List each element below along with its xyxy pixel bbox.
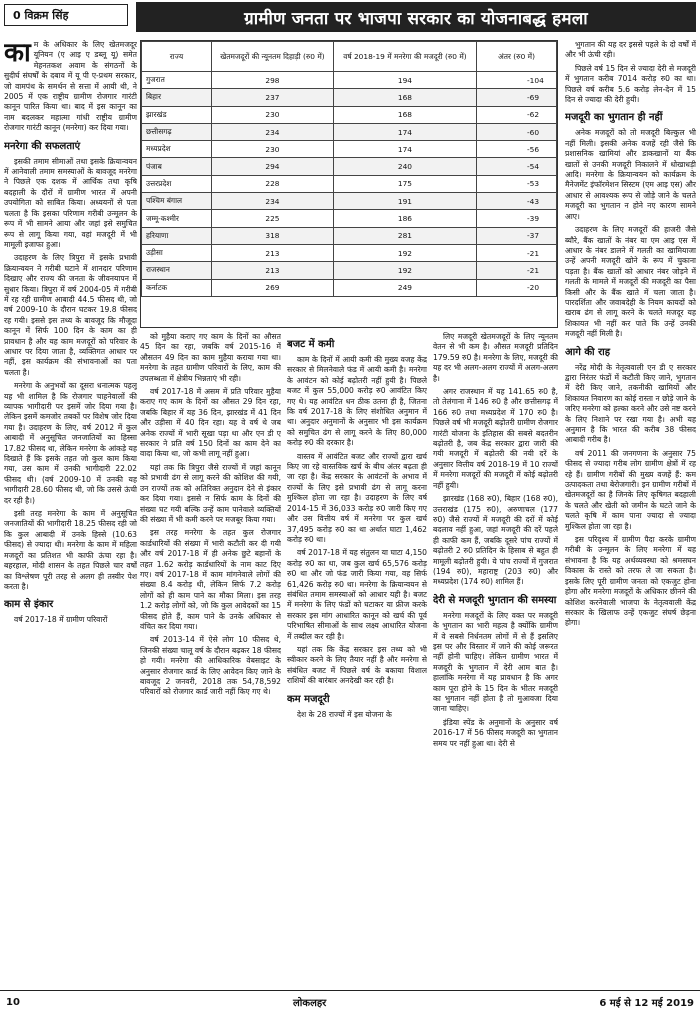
table-cell: 298: [212, 72, 334, 89]
paragraph: देश के 28 राज्यों में इस योजना के: [297, 709, 392, 719]
section-heading: काम से इंकार: [4, 599, 54, 611]
table-cell: 191: [333, 193, 476, 210]
paragraph: यहां तक कि केंद्र सरकार इस तथ्य को भी स्वीकार करने के लिए तैयार नहीं है और मनरेगा से संबंधित बजट में पिछले वर्ष के बकाया विशाल राशियों की बारंबार अनदेखी कर रही है।: [287, 644, 427, 686]
paragraph: इसकी तमाम सीमाओं तथा इसके क्रियान्वयन में आनेवाली तमाम समस्याओं के बावजूद मनरेगा ने पिछले एक दशक में आर्थिक तथा कृषि बदहाली के दौरों में ग्रामीण भारत में अपनी उपयोगिता को साबित किया। अध्ययनों से पता चलता है कि इसका परिणाम गरीबी उन्मूलन के रूप में भी सामने आया और जहां इसे समुचित रूप से लागू किया गया, वहां मजदूरी में भी मामूली इजाफा हुआ।: [4, 156, 137, 249]
table-header-cell: खेतमजदूरों की न्यूनतम दिहाड़ी (रु0 में): [212, 42, 334, 72]
paragraph: वर्ष 2017-18 में यह संतुलन या घाटा 4,150 करोड़ रु0 का था, जब कुल खर्च 65,576 करोड़ रु0 था और जो फंड जारी किया गया, वह सिर्फ 61,426 करोड़ रु0 था। मनरेगा के क्रियान्वयन से संबंधित तमाम समस्याओं को आधार यही है। बजट में मनरेगा के लिए फंडों को घटाकर या फ्रीज करके सरकार इस मांग आधारित कानून को खर्च की पूर्व परिभाषित सीमाओं के साथ लक्ष्य आधारित योजना में तब्दील कर रही है।: [287, 548, 427, 641]
table-cell: -43: [477, 193, 557, 210]
paragraph: वर्ष 2017-18 में असम में प्रति परिवार मुहैया कराए गए काम के दिनों का औसत 29 दिन रहा, जबकि बिहार में यह 36 दिन, झारखंड में 41 दिन और उड़ीसा में 40 दिन रहा। यह वे वर्ष थे जब अनेक राज्यों में भारी सूखा पड़ा था और एन डी ए सरकार ने प्रति वर्ष 150 दिनों का काम देने का वादा किया था, जो कभी लागू नहीं हुआ।: [140, 387, 281, 459]
paragraph: को मुहैया कराए गए काम के दिनों का औसत 45 दिन का रहा, जबकि वर्ष 2015-16 में औसतन 49 दिन का काम मुहैया कराया गया था। मनरेगा के तहत ग्रामीण परिवारों के लिए, काम की उपलब्धता में क्षेत्रीय भिन्नताएं भी रही।: [140, 332, 281, 383]
dropcap: का: [4, 40, 31, 68]
table-cell: झारखंड: [142, 106, 212, 123]
table-cell: -21: [477, 262, 557, 279]
table-cell: -21: [477, 244, 557, 261]
table-header-cell: वर्ष 2018-19 में मनरेगा की मजदूरी (रु0 में): [333, 42, 476, 72]
table-cell: हरियाणा: [142, 227, 212, 244]
paragraph: उदाहरण के लिए मजदूरों की हाजरी जैसे ब्यौरे, बैंक खातों के नंबर या एम आइ एस में आधार के नंबर डालने में गलती का खामियाजा उन्हें अपनी मजदूरी खोने के रूप में चुकाना पड़ता है। बैंक खातों को आधार नंबर जोड़ने में गलती के मामले में मजदूरों की मजदूरी का पैसा किसी और के बैंक खाते में चला जाता है। पारदर्शिता और जवाबदेही के नियम कायदों को खराब ढंग से लागू करने के चलते मजदूर यह शिकायत भी नहीं कर पाते कि उन्हें उनकी मजदूरी नहीं मिली है।: [565, 225, 696, 339]
paragraph: मनरेगा के अनुभवों का दूसरा धनात्मक पहलू यह भी शामिल है कि रोजगार चाहनेवालों की व्यापक भागीदारी पर इसमें जोर दिया गया है। लेकिन इसमें कमजोर तबकों पर विशेष जोर दिया गया है। उदाहरण के लिए, वर्ष 2012 में कुल आबादी में अनुसूचित जनजातियों का हिस्सा 17.82 फीसद था, लेकिन मनरेगा के आंकड़े यह दिखाते हैं कि इसके तहत जो कुल काम किया गया, उस काम में उनकी भागीदारी 22.02 फीसद थी। (वर्ष 2009-10 में उनकी यह भागीदारी 28.60 फीसद थी, जो कि उससे ऊंची दर रही है।): [4, 381, 137, 505]
paragraph: काम के दिनों में आयी कमी की मुख्य वजह केंद्र सरकार से मिलनेवाले फंड में आयी कमी है। मनरेगा के आवंटन को कोई बढ़ोतरी नहीं हुयी है। पिछले बजट में कुल 55,000 करोड़ रु0 आवंटित किए गए थे। यह आवंटित धन ठीक उतना ही है, जितना कि वर्ष 2017-18 के लिए संशोधित अनुमान में था। अनुदार अनुमानों के अनुसार भी इस कार्यक्रम को समुचित ढंग से लागू करने के लिए 80,000 करोड़ रु0 की दरकार है।: [287, 355, 427, 448]
column-a: [4, 40, 137, 985]
paragraph: इंडिया स्पेंड के अनुमानों के अनुसार वर्ष 2016-17 में 56 फीसद मजदूरी का भुगतान समय पर नहीं हुआ था। देरी से: [433, 717, 558, 748]
table-row: [142, 72, 557, 89]
publication-name: लोकलहर: [293, 998, 327, 1009]
table-cell: -39: [477, 210, 557, 227]
table-cell: कर्नाटक: [142, 279, 212, 296]
table-cell: 174: [333, 123, 476, 140]
section-heading: आगे की राह: [565, 346, 611, 358]
paragraph: अगर राजस्थान में यह 141.65 रु0 है, तो तेलंगाना में 146 रु0 है और छत्तीसगढ़ में 166 रु0 तथा मध्यप्रदेश में 170 रु0 है। पिछले वर्ष भी मजदूरी बढ़ोतरी ग्रामीण रोजगार गारंटी योजना के इतिहास की सबसे बदतरीन बढ़ोतरी है, जब केंद्र सरकार द्वारा जारी की गयी मजदूरी में बढ़ोतरी की नयी दरें के अनुसार वित्तीय वर्ष 2018-19 में 10 राज्यों में मनरेगा मजदूरों की मजदूरी में कोई बढ़ोतरी नहीं हुयी।: [433, 387, 558, 490]
table-cell: बिहार: [142, 89, 212, 106]
table-row: [142, 89, 557, 106]
table-header-cell: अंतर (रु0 में): [477, 42, 557, 72]
table-cell: गुजरात: [142, 72, 212, 89]
table-cell: मध्यप्रदेश: [142, 141, 212, 158]
issue-date: 6 मई से 12 मई 2019: [599, 998, 694, 1009]
table-cell: जम्मू-कश्मीर: [142, 210, 212, 227]
table-row: [142, 106, 557, 123]
table-cell: 174: [333, 141, 476, 158]
paragraph: यहां तक कि त्रिपुरा जैसे राज्यों में जहां कानून को प्रभावी ढंग से लागू करने की कोशिश की गयी, उन राज्यों तक को अतिरिक्त अनुदान देने से इंकार कर दिया गया। इससे न सिर्फ काम के दिनों की संख्या घट गयी बल्कि उन्हें काम पानेवाले व्यक्तियों की संख्या में भी कमी करने पर मजबूर किया गया।: [140, 462, 281, 524]
section-heading: कम मजदूरी: [287, 693, 330, 705]
paragraph: वर्ष 2017-18 में ग्रामीण परिवारों: [14, 615, 108, 625]
page-footer: [0, 990, 700, 1013]
paragraph: भुगतान की यह दर इससे पहले के दो वर्षों में और भी ऊंची रही।: [565, 40, 696, 60]
table-cell: -104: [477, 72, 557, 89]
intro-paragraph: काम के अधिकार के लिए खेतमजदूर यूनियन (ए आइ ए डब्लू यू) समेत मेहनतकश अवाम के संगठनों के सुदीर्घ संघर्षों के दबाव में यू पी ए-प्रथम सरकार, जो वामपंथ के समर्थन से सत्ता में आयी थी, ने 2005 में एक राष्ट्रीय ग्रामीण रोजगार गारंटी कानून पारित किया था। बाद में इस कानून का नाम बदलकर महात्मा गांधी राष्ट्रीय ग्रामीण रोजगार गारंटी कानून (मनरेगा) कर दिया गया।: [4, 40, 137, 133]
table-cell: 230: [212, 141, 334, 158]
table-cell: -54: [477, 158, 557, 175]
table-cell: राजस्थान: [142, 262, 212, 279]
table-cell: 318: [212, 227, 334, 244]
table-cell: 234: [212, 193, 334, 210]
table-cell: 192: [333, 262, 476, 279]
paragraph: वास्तव में आवंटित बजट और राज्यों द्वारा खर्च किए जा रहे वास्तविक खर्च के बीच अंतर बढ़ता ही जा रहा है। केंद्र सरकार के आवंटनों के अभाव में राज्यों के लिए इसे प्रभावी ढंग से लागू करना मुश्किल होता जा रहा है। उदाहरण के लिए वर्ष 2014-15 में 36,033 करोड़ रु0 जारी किए गए और उस वित्तीय वर्ष में मनरेगा पर कुल खर्च 37,495 करोड़ रु0 का था अर्थात घाटा 1,462 करोड़ रु0 था।: [287, 451, 427, 544]
section-heading: मजदूरी का भुगतान ही नहीं: [565, 112, 663, 124]
table-cell: -60: [477, 123, 557, 140]
table-cell: उत्तरप्रदेश: [142, 175, 212, 192]
table-cell: 186: [333, 210, 476, 227]
paragraph: वर्ष 2013-14 में ऐसे लोग 10 फीसद थे, जिनकी संख्या चालू वर्ष के दौरान बढ़कर 18 फीसद हो गयी। मनरेगा की आधिकारिक वेबसाइट के अनुसार रोजगार कार्ड के लिए आवेदन किए जाने के बावजूद 2 जनवरी, 2018 तक 54,78,592 परिवारों को रोजगार कार्ड जारी नहीं किए गए थे।: [140, 635, 281, 697]
table-cell: पश्चिम बंगाल: [142, 193, 212, 210]
paragraph: लिए मजदूरी खेतमजदूरों के लिए न्यूनतम वेतन से भी कम है। औसत मजदूरी प्रतिदिन 179.59 रु0 है। मनरेगा के लिए, मजदूरी की यह दर भी अलग-अलग राज्यों में अलग-अलग है।: [433, 332, 558, 383]
table-cell: 168: [333, 89, 476, 106]
table-row: [142, 141, 557, 158]
paragraph: नरेंद्र मोदी के नेतृत्ववाली एन डी ए सरकार द्वारा निरंतर फंडों में कटौती किए जाने, भुगतान में देरी किए जाने, तकनीकी खामियों और शिकायत निवारण का कोई रास्ता न छोड़े जाने के जरिए मनरेगा को हल्का करने और उसे नष्ट करने के लिए निशाने पर रखा गया है। अभी यह अनुमान है कि भारत की करीब 38 फीसद आबादी गरीब है।: [565, 362, 696, 445]
table-body: [142, 72, 557, 297]
section-heading: बजट में कमी: [287, 339, 335, 350]
paragraph: इसी तरह मनरेगा के काम में अनुसूचित जनजातियों की भागीदारी 18.25 फीसद रही जो कि कुल आबादी में उनके हिस्से (10.63 फीसद) से ज्यादा थी। मनरेगा के काम में महिला मजदूरों का प्रतिशत भी काफी ऊंचा रहा है। बहरहाल, मोदी शासन के तहत पिछले चार वर्षों का विश्लेषण पूरी तरह से अलग ही तस्वीर पेश करता है।: [4, 509, 137, 591]
table-cell: -20: [477, 279, 557, 296]
table-cell: -37: [477, 227, 557, 244]
table-cell: 249: [333, 279, 476, 296]
table-cell: 228: [212, 175, 334, 192]
table-cell: 192: [333, 244, 476, 261]
table-row: [142, 210, 557, 227]
paragraph: पिछले वर्ष 15 दिन से ज्यादा देरी से मजदूरी में भुगतान करीब 7014 करोड़ रु0 का था। पिछले वर्ष करीब 5.6 करोड़ लेन-देन में 15 दिन से ज्यादा की देरी हुयी।: [565, 63, 696, 105]
table-cell: 168: [333, 106, 476, 123]
table-cell: 281: [333, 227, 476, 244]
paragraph: अनेक मजदूरों को तो मजदूरी बिल्कुल भी नहीं मिली। इसकी अनेक वजहें रही जैसे कि प्रशासनिक खामियां और डाकखानों या बैंक खातों से उनकी मजदूरी निकालने में धोखाधड़ी आदि। मनरेगा के क्रियान्वयन को कार्यक्रम के मैनेजमेंट इंफॉरमेशन सिस्टम (एम आइ एस) और आधार से आवश्यक रूप से जोड़े जाने के चलते मजदूरी का भुगतान न होने नए कारण सामने आए।: [565, 128, 696, 221]
table-row: [142, 227, 557, 244]
paragraph: वर्ष 2011 की जनगणना के अनुसार 75 फीसद से ज्यादा गरीब लोग ग्रामीण क्षेत्रों में रह रहे हैं। ग्रामीण गरीबों की मुख्य वजहें हैं: कम उत्पादकता तथा बेरोजगारी। इन ग्रामीण गरीबों में खेतमजदूरों का है जिनके लिए कृषिगत बदहाली के चलते और खेती को जमीन के घटते जाने के चलते कृषि में काम पाना ज्यादा से ज्यादा मुश्किल होता जा रहा है।: [565, 448, 696, 531]
column-d: [433, 332, 558, 987]
table-row: [142, 158, 557, 175]
table-row: [142, 262, 557, 279]
wage-comparison-table: [140, 40, 558, 328]
table-cell: 230: [212, 106, 334, 123]
table-row: [142, 123, 557, 140]
table-cell: 269: [212, 279, 334, 296]
paragraph: इस तरह मनरेगा के तहत कुल रोजगार कार्डधारियों की संख्या में भारी कटौती कर दी गयी और वर्ष 2017-18 में ही अनेक छुटे बहानों के तहत 1.62 करोड़ कार्डधारियों के नाम काट दिए गए। वर्ष 2017-18 में काम मांगनेवाले लोगों की संख्या 8.4 करोड़ थी, लेकिन सिर्फ 7.2 करोड़ लोगों को ही काम पाने का मौका मिला। इस तरह 1.2 करोड़ लोगों को, जो कि कुल आवेदकों का 15 फीसद होते हैं, काम पाने के उनके अधिकार से वंचित कर दिया गया।: [140, 528, 281, 631]
table-cell: 225: [212, 210, 334, 227]
table-cell: 213: [212, 244, 334, 261]
column-e: [565, 40, 696, 985]
table-cell: उड़ीसा: [142, 244, 212, 261]
table-header-row: [142, 42, 557, 72]
table-header-cell: राज्य: [142, 42, 212, 72]
page-number: 10: [6, 996, 20, 1008]
table-cell: 213: [212, 262, 334, 279]
paragraph: उदाहरण के लिए त्रिपुरा में इसके प्रभावी क्रियान्वयन ने गरीबी घटाने में शानदार परिणाम दिखाए और राज्य की जनता के जीवनयापन में सुधार किया। त्रिपुरा में वर्ष 2004-05 में गरीबी में रह रही ग्रामीण आबादी 44.5 फीसद थी, जो वर्ष 2009-10 के दौरान घटकर 19.8 फीसद रह गयी। इससे इस तथ्य के बावजूद कि मौजूदा कानून में सिर्फ 100 दिन के काम का ही प्रावधान है और यह काम मजदूरों को परिवार के आधार पर दिया जाता है, व्यक्तिगत आधार पर नहीं, इस कार्यक्रम की संभावनाओं का पता चलता है।: [4, 253, 137, 377]
table-cell: -53: [477, 175, 557, 192]
table-cell: 234: [212, 123, 334, 140]
table-cell: -62: [477, 106, 557, 123]
section-heading: देरी से मजदूरी भुगतान की समस्या: [433, 594, 557, 606]
table-row: [142, 193, 557, 210]
section-heading: मनरेगा की सफलताएं: [4, 140, 81, 152]
table-row: [142, 279, 557, 296]
table-cell: 294: [212, 158, 334, 175]
paragraph: इस परिदृश्य में ग्रामीण पैदा करके ग्रामीण गरीबी के उन्मूलन के लिए मनरेगा में यह संभावना है कि यह अर्थव्यवस्था को श्रमसघन विकास के रास्ते को तरफ ले जा सकता है। इसके लिए पूरी ग्रामीण जनता को एकजुट होना होगा और मनरेगा मजदूरों के अधिकार छीनने की कोशिश करनेवाली भाजपा के नेतृत्ववाली केंद्र सरकार के खिलाफ उन्हें एकजुट संघर्ष छेड़ना होगा।: [565, 535, 696, 628]
table-cell: 175: [333, 175, 476, 192]
table-cell: 237: [212, 89, 334, 106]
table-cell: छत्तीसगढ़: [142, 123, 212, 140]
paragraph: झारखंड (168 रु0), बिहार (168 रु0), उत्तराखंड (175 रु0), अरुणाचल (177 रु0) जैसे राज्यों में मजदूरी की दरों में कोई बदलाव नहीं हुआ, जहां मजदूरी की दरें पहले ही काफी कम हैं, जबकि दूसरे पांच राज्यों में बढ़ोतरी 2 रु0 प्रतिदिन के हिसाब से बहुत ही मामूली बढ़ोतरी हुयी। ये पांच राज्यों में गुजरात (194 रु0), महाराष्ट्र (203 रु0) और मध्यप्रदेश (174 रु0) शामिल हैं।: [433, 494, 558, 587]
article-headline: ग्रामीण जनता पर भाजपा सरकार का योजनाबद्ध हमला: [136, 2, 696, 32]
table-cell: -69: [477, 89, 557, 106]
table-row: [142, 244, 557, 261]
table-cell: पंजाब: [142, 158, 212, 175]
table-cell: 194: [333, 72, 476, 89]
table-cell: 240: [333, 158, 476, 175]
table-row: [142, 175, 557, 192]
paragraph: मनरेगा मजदूरों के लिए वक्त पर मजदूरी के भुगतान का भारी महत्व है क्योंकि ग्रामीण में वे सबसे निर्धनतम लोगों में से हैं इसलिए इस पर और विस्तार में जाने की कोई जरूरत नहीं होनी चाहिए। लेकिन ग्रामीण भारत में मजदूरी के भुगतान में देरी आम बात है। हालांकि मनरेगा में यह प्रावधान है कि अगर काम पूरा होने के 15 दिन के भीतर मजदूरी का भुगतान नहीं होता है तो मुआवजा दिया जाना चाहिए।: [433, 610, 558, 714]
author-byline: 0 विक्रम सिंह: [4, 4, 128, 26]
table-cell: -56: [477, 141, 557, 158]
column-c: [287, 332, 427, 987]
column-b: [140, 332, 281, 987]
